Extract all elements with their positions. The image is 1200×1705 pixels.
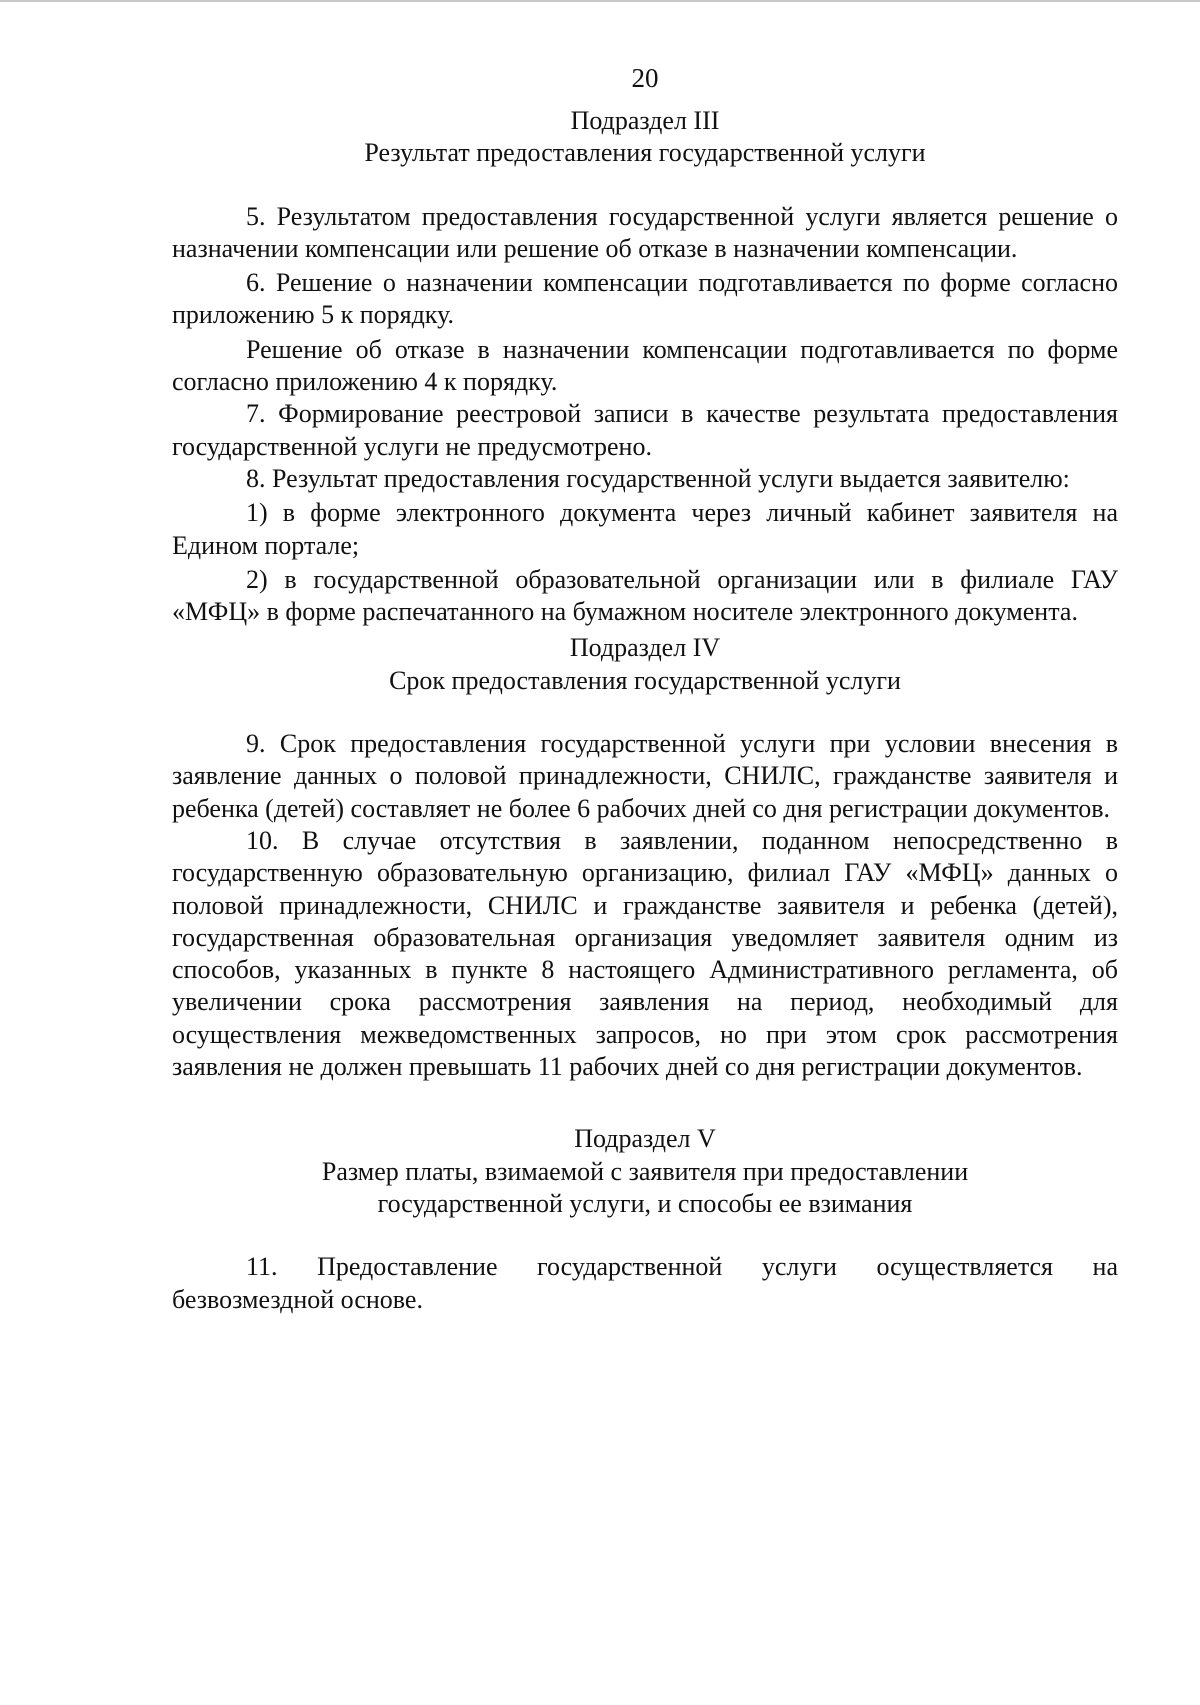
paragraph-5: 5. Результатом предоставления государственной услуги является решение о назначении компенсации или решение об отказе в назначении компенсации. xyxy=(172,201,1118,263)
section-5-subtitle-line-1: Размер платы, взимаемой с заявителя при предоставлении xyxy=(321,1156,969,1186)
paragraph-8-item-1: 1) в форме электронного документа через личный кабинет заявителя на Едином портале; xyxy=(172,498,1118,560)
paragraph-7: 7. Формирование реестровой записи в качестве результата предоставления государственной услуги не предусмотрено. xyxy=(172,399,1118,461)
section-3-title: Подраздел III xyxy=(570,106,720,135)
paragraph-11: 11. Предоставление государственной услуги осуществляется на безвозмездной основе. xyxy=(172,1252,1118,1314)
section-3-subtitle: Результат предоставления государственной услуги xyxy=(364,138,926,168)
document-body xyxy=(172,105,1118,1316)
scan-edge xyxy=(0,0,1200,2)
page-number: 20 xyxy=(631,63,659,93)
section-4-subtitle: Срок предоставления государственной услуги xyxy=(389,665,901,695)
paragraph-6: 6. Решение о назначении компенсации подготавливается по форме согласно приложению 5 к порядку. xyxy=(172,268,1118,330)
section-5-subtitle-line-2: государственной услуги, и способы ее взимания xyxy=(377,1188,913,1218)
paragraph-9: 9. Срок предоставления государственной услуги при условии внесения в заявление данных о половой принадлежности, СНИЛС, гражданстве заявителя и ребенка (детей) составляет не более 6 рабочих дней со дня регистрации документов. xyxy=(172,729,1118,823)
paragraph-8: 8. Результат предоставления государственной услуги выдается заявителю: xyxy=(246,463,1070,493)
section-4-title: Подраздел IV xyxy=(569,633,721,663)
section-5-title: Подраздел V xyxy=(574,1124,716,1154)
paragraph-6-refusal: Решение об отказе в назначении компенсации подготавливается по форме согласно приложению 4 к порядку. xyxy=(172,334,1118,397)
paragraph-8-item-2: 2) в государственной образовательной организации или в филиале ГАУ «МФЦ» в форме распечатанного на бумажном носителе электронного документа. xyxy=(172,564,1118,627)
paragraph-10: 10. В случае отсутствия в заявлении, поданном непосредственно в государственную образовательную организацию, филиал ГАУ «МФЦ» данных о половой принадлежности, СНИЛС и гражданстве заявителя и ребенка (детей), государственная образовательная организация уведомляет заявителя одним из способов, указанных в пункте 8 настоящего Административного регламента, об увеличении срока рассмотрения заявления на период, необходимый для осуществления межведомственных запросов, но при этом срок рассмотрения заявления не должен превышать 11 рабочих дней со дня регистрации документов. xyxy=(172,825,1118,1082)
